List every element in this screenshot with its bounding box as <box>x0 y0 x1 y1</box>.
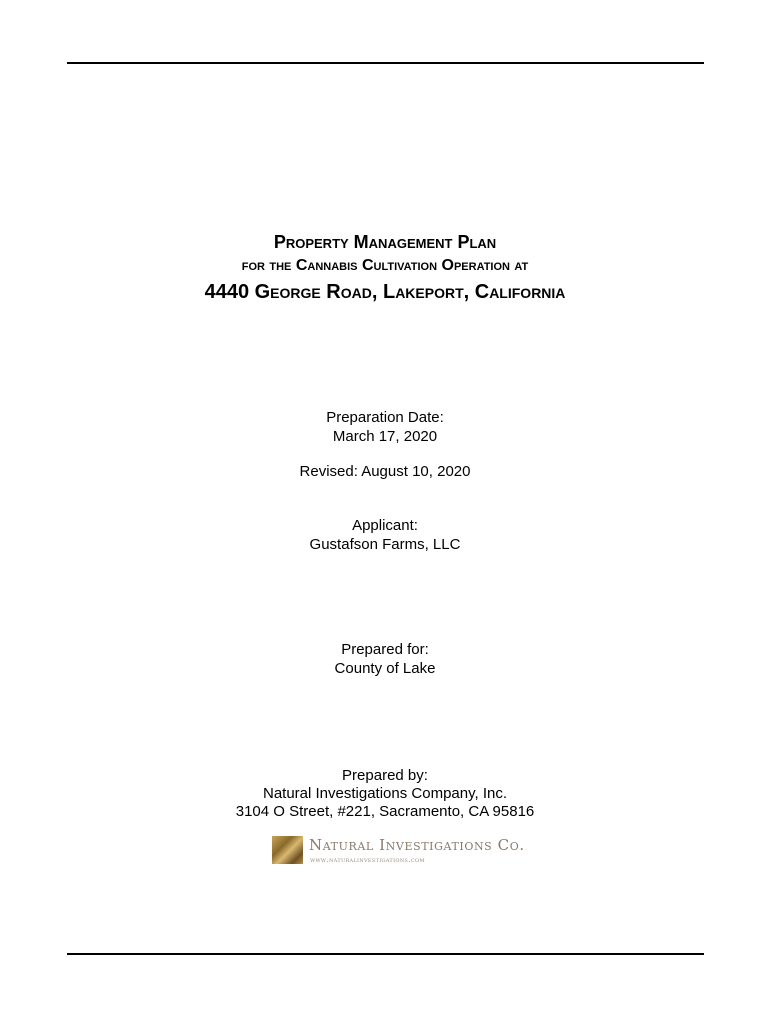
applicant-label: Applicant: <box>352 517 418 534</box>
company-logo <box>272 836 525 866</box>
prepared-for-name: County of Lake <box>334 660 436 677</box>
revised-date: Revised: August 10, 2020 <box>299 463 471 480</box>
preparation-date: March 17, 2020 <box>332 428 438 445</box>
preparation-date-label: Preparation Date: <box>326 409 444 426</box>
prepared-by-address: 3104 O Street, #221, Sacramento, CA 95816 <box>235 803 535 820</box>
applicant-name: Gustafson Farms, LLC <box>309 536 461 553</box>
logo-website-url: www.naturalinvestigations.com <box>310 855 425 864</box>
bottom-horizontal-rule <box>67 953 704 955</box>
title-line-3: 4440 George Road, Lakeport, California <box>204 281 566 303</box>
title-line-2: for the Cannabis Cultivation Operation at <box>241 257 529 274</box>
document-title <box>0 230 770 306</box>
top-horizontal-rule <box>67 62 704 64</box>
prepared-by-label: Prepared by: <box>342 767 428 784</box>
prepared-for-label: Prepared for: <box>341 641 429 658</box>
logo-emblem-icon <box>272 836 303 864</box>
logo-company-name: Natural Investigations Co. <box>309 836 525 854</box>
title-line-1: Property Management Plan <box>273 232 497 252</box>
prepared-by-company: Natural Investigations Company, Inc. <box>262 785 507 802</box>
